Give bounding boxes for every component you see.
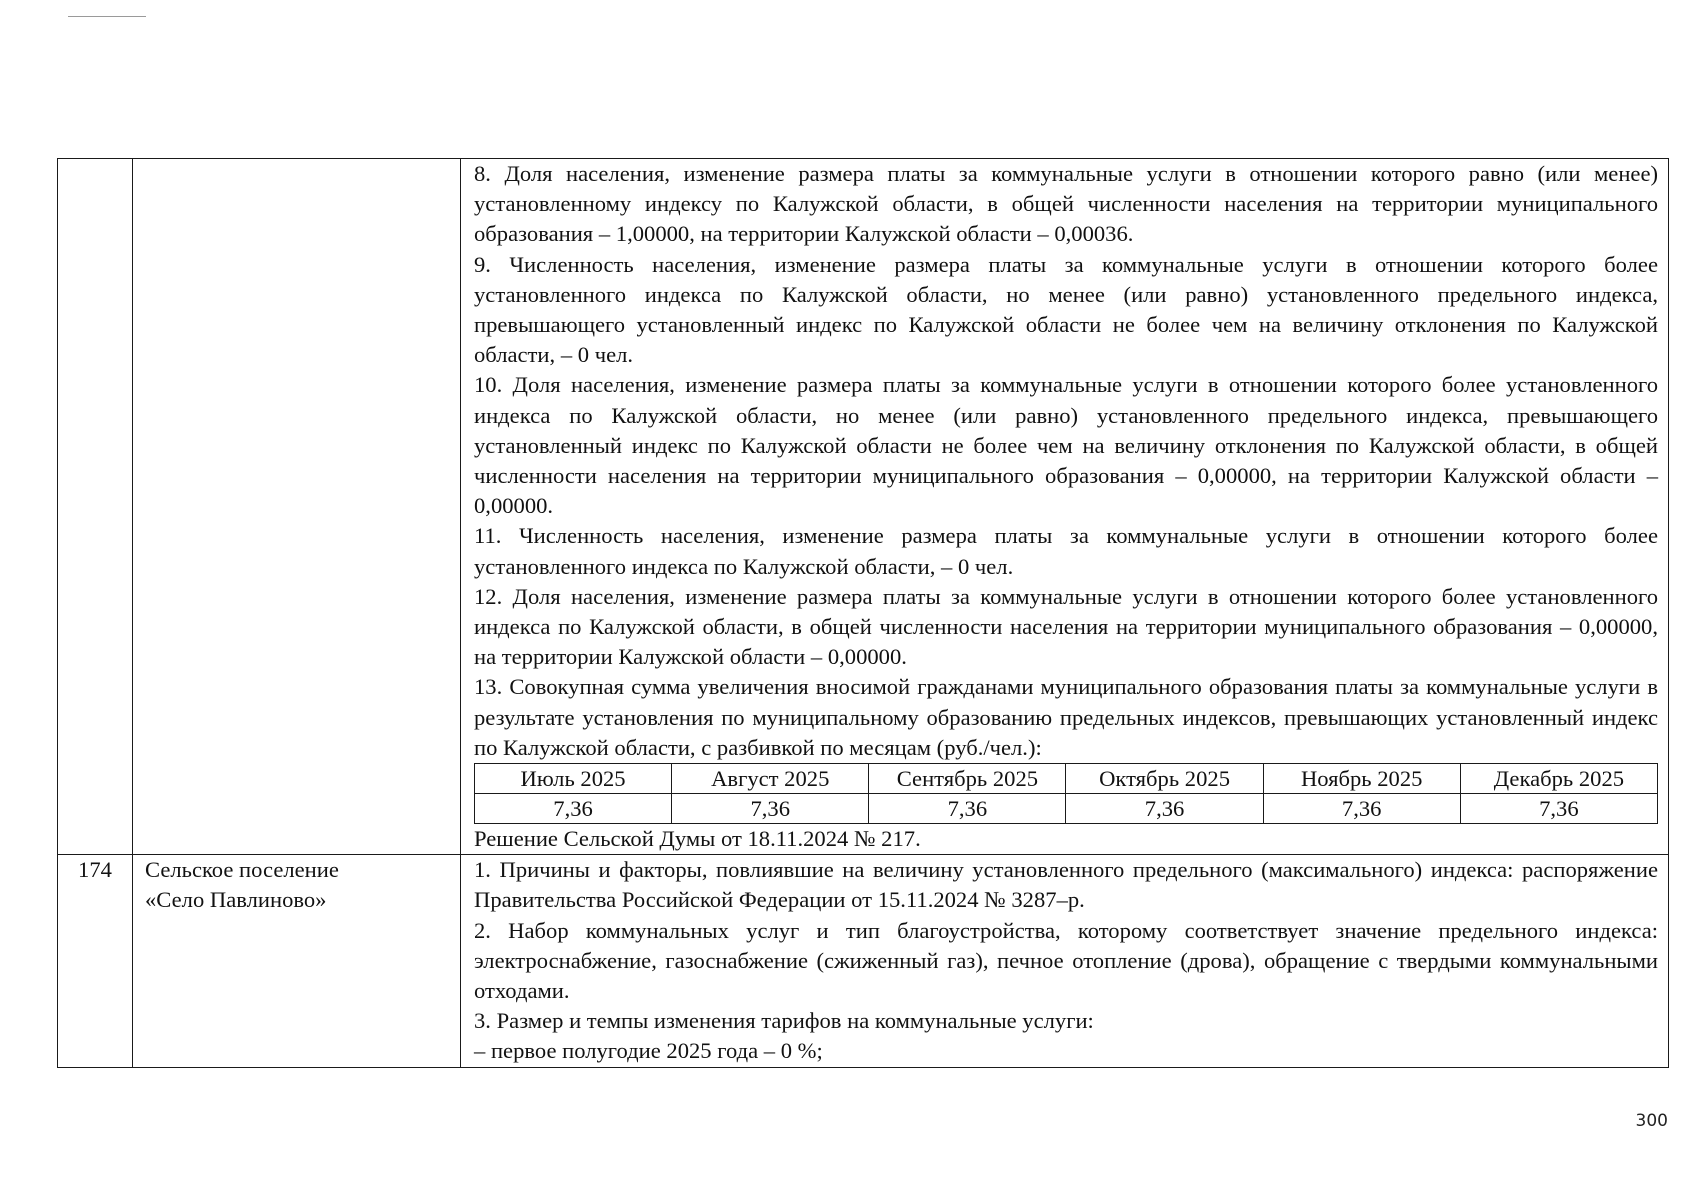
month-value: 7,36 [1263,794,1460,824]
municipality-name-cell [133,159,461,855]
row-number: 174 [78,857,112,883]
item-3: 3. Размер и темпы изменения тарифов на коммунальные услуги: [474,1008,1094,1034]
item-3-first-half: – первое полугодие 2025 года – 0 %; [474,1038,823,1064]
top-rule [68,16,146,17]
municipality-name-line-1: Сельское поселение [145,857,339,883]
month-header: Ноябрь 2025 [1263,764,1460,794]
month-header: Сентябрь 2025 [869,764,1066,794]
month-value: 7,36 [475,794,672,824]
indicators-cell [461,159,1669,855]
item-10: 10. Доля населения, изменение размера платы за коммунальные услуги в отношении которого более установленного индекса по Калужской области, но менее (или равно) установленного предельного индекса, превышающего установленный индекс по Калужской области не более чем на величину отклонения по Калужской области, в общей численности населения на территории муниципального образования – 0,00000, на территории Калужской области – 0,00000. [474,372,1658,519]
month-header: Декабрь 2025 [1460,764,1657,794]
row-number-cell [58,855,133,1067]
item-9: 9. Численность населения, изменение размера платы за коммунальные услуги в отношении которого более установленного индекса по Калужской области, но менее (или равно) установленного предельного индекса, превышающего установленный индекс по Калужской области не более чем на величину отклонения по Калужской области, – 0 чел. [474,251,1658,368]
municipality-name-line-2: «Село Павлиново» [145,887,327,913]
month-header: Октябрь 2025 [1066,764,1263,794]
month-header: Июль 2025 [475,764,672,794]
item-12: 12. Доля населения, изменение размера платы за коммунальные услуги в отношении которого более установленного индекса по Калужской области, в общей численности населения на территории муниципального образования – 0,00000, на территории Калужской области – 0,00000. [474,583,1658,670]
month-value: 7,36 [1460,794,1657,824]
item-2: 2. Набор коммунальных услуг и тип благоустройства, которому соответствует значение предельного индекса: электроснабжение, газоснабжение (сжиженный газ), печное отопление (дрова), обращение с твердыми коммунальными отходами. [474,917,1658,1004]
month-value: 7,36 [869,794,1066,824]
month-value: 7,36 [672,794,869,824]
months-value-row [475,794,1658,824]
monthly-increase-table [474,763,1658,824]
indices-table [57,158,1669,1068]
table-row-continued [58,159,1669,855]
item-11: 11. Численность населения, изменение размера платы за коммунальные услуги в отношении которого более установленного индекса по Калужской области, – 0 чел. [474,523,1658,579]
decision-reference: Решение Сельской Думы от 18.11.2024 № 217. [474,826,921,852]
row-number-cell [58,159,133,855]
item-8: 8. Доля населения, изменение размера платы за коммунальные услуги в отношении которого равно (или менее) установленному индексу по Калужской области, в общей численности населения на территории муниципального образования – 1,00000, на территории Калужской области – 0,00036. [474,161,1658,247]
page-number: 300 [1635,1111,1668,1131]
month-value: 7,36 [1066,794,1263,824]
item-1: 1. Причины и факторы, повлиявшие на величину установленного предельного (максимального) индекса: распоряжение Правительства Российской Федерации от 15.11.2024 № 3287–р. [474,857,1658,913]
indicators-cell [461,855,1669,1067]
item-13: 13. Совокупная сумма увеличения вносимой гражданами муниципального образования платы за коммунальные услуги в результате установления по муниципальному образованию предельных индексов, превышающих установленный индекс по Калужской области, с разбивкой по месяцам (руб./чел.): [474,674,1658,760]
table-row-174 [58,855,1669,1067]
municipality-name-cell [133,855,461,1067]
months-header-row [475,764,1658,794]
month-header: Август 2025 [672,764,869,794]
